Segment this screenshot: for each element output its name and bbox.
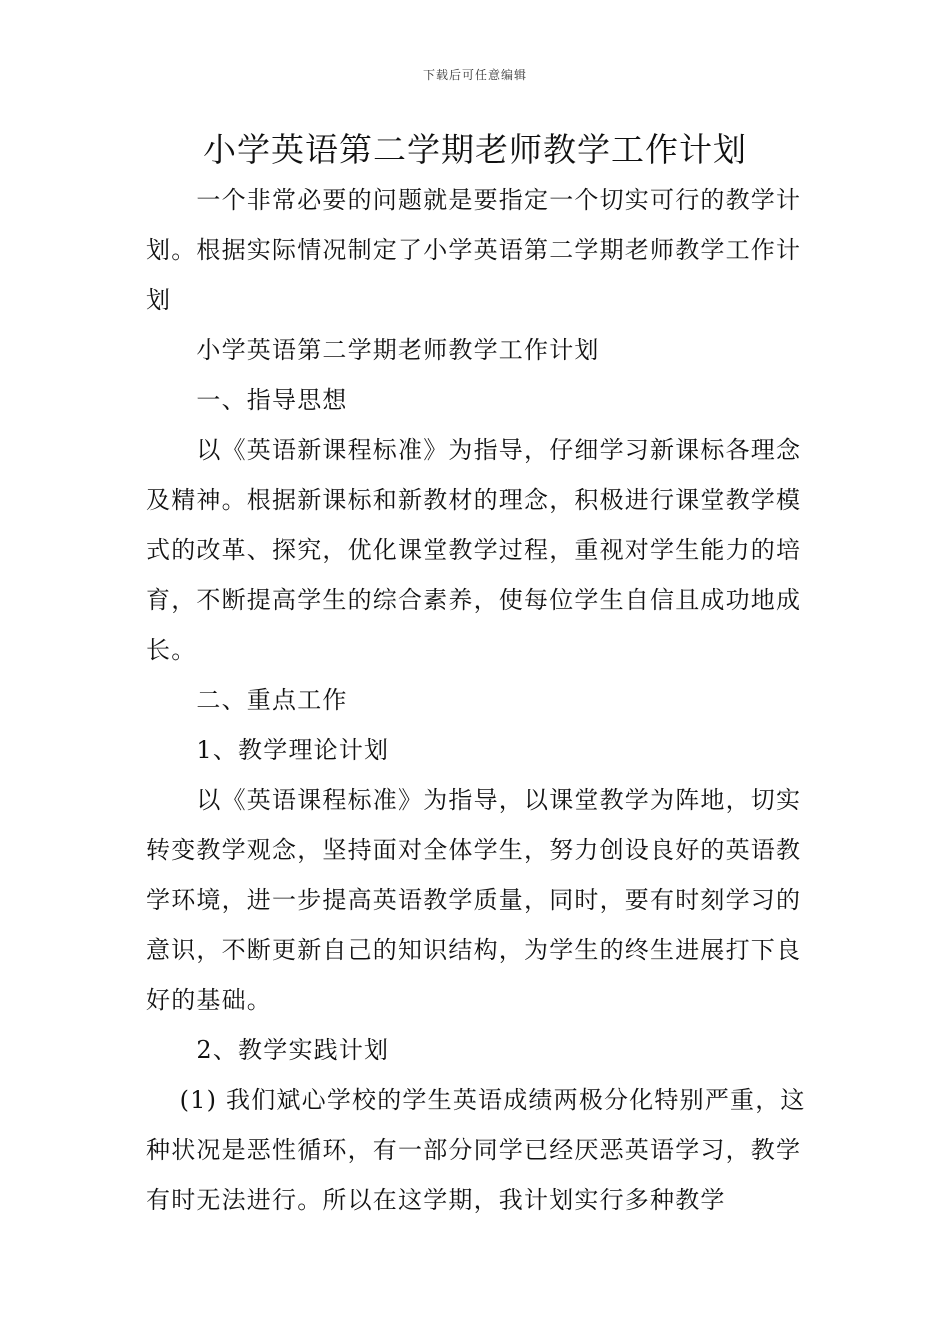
plan-subtitle: 小学英语第二学期老师教学工作计划 xyxy=(196,336,600,364)
document-body xyxy=(146,175,806,1225)
teaching-theory-paragraph: 以《英语课程标准》为指导，以课堂教学为阵地，切实转变教学观念，坚持面对全体学生，努力创设良好的英语教学环境，进一步提高英语教学质量，同时，要有时刻学习的意识，不断更新自己的知识结构，为学生的终生进展打下良好的基础。 xyxy=(146,786,802,1014)
document-title: 小学英语第二学期老师教学工作计划 xyxy=(203,130,747,169)
page-header-note: 下载后可任意编辑 xyxy=(422,68,527,82)
section-heading-key-work: 二、重点工作 xyxy=(196,686,348,714)
subheading-teaching-practice: 2、教学实践计划 xyxy=(196,1036,390,1064)
intro-paragraph: 一个非常必要的问题就是要指定一个切实可行的教学计划。根据实际情况制定了小学英语第二学期老师教学工作计划 xyxy=(146,186,802,314)
section-heading-guiding-ideology: 一、指导思想 xyxy=(196,386,348,414)
teaching-practice-item-1: (1) 我们斌心学校的学生英语成绩两极分化特别严重，这种状况是恶性循环，有一部分同学已经厌恶英语学习，教学有时无法进行。所以在这学期，我计划实行多种教学 xyxy=(146,1086,806,1214)
subheading-teaching-theory: 1、教学理论计划 xyxy=(196,736,390,764)
guiding-ideology-paragraph: 以《英语新课程标准》为指导，仔细学习新课标各理念及精神。根据新课标和新教材的理念，积极进行课堂教学模式的改革、探究，优化课堂教学过程，重视对学生能力的培育，不断提高学生的综合素养，使每位学生自信且成功地成长。 xyxy=(146,436,802,664)
